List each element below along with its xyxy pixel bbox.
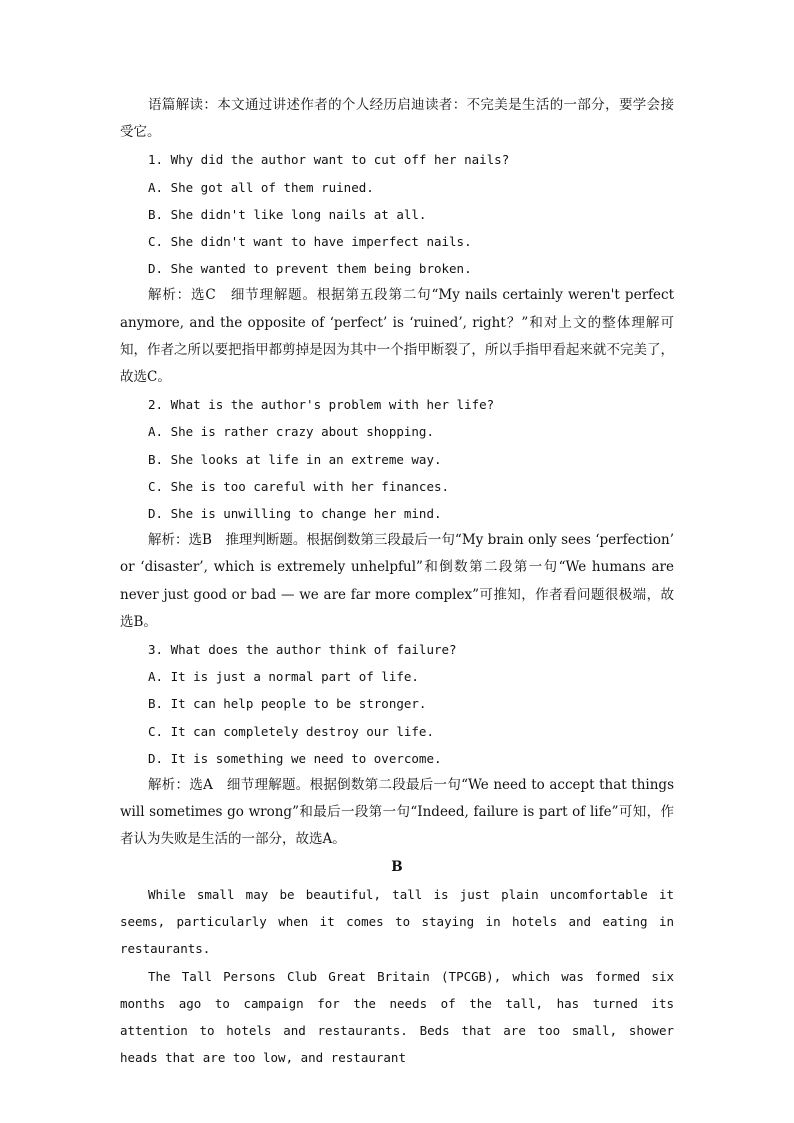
question-1: 1. Why did the author want to cut off her nails? bbox=[148, 152, 510, 168]
question-2-analysis: 解析：选B 推理判断题。根据倒数第三段最后一句“My brain only sees ‘perfection’ or ‘disaster’, which is extremely unhelpful”和倒数第二段第一句“We humans are never just good or bad — we are far more complex”可推知，作者看问题很极端，故选B。 bbox=[120, 532, 674, 630]
page-content bbox=[120, 92, 674, 1071]
question-3: 3. What does the author think of failure? bbox=[148, 642, 457, 658]
question-3-option-a: A. It is just a normal part of life. bbox=[148, 669, 419, 685]
question-1-analysis: 解析：选C 细节理解题。根据第五段第二句“My nails certainly weren't perfect anymore, and the opposite of ‘perfect’ is ‘ruined’, right？”和对上文的整体理解可知，作者之所以要把指甲都剪掉是因为其中一个指甲断裂了，所以手指甲看起来就不完美了，故选C。 bbox=[120, 287, 674, 386]
question-3-option-d: D. It is something we need to overcome. bbox=[148, 750, 442, 766]
question-3-analysis: 解析：选A 细节理解题。根据倒数第二段最后一句“We need to accept that things will sometimes go wrong”和最后一段第一句“Indeed, failure is part of life”可知，作者认为失败是生活的一部分，故选A。 bbox=[120, 777, 674, 848]
question-1-option-a: A. She got all of them ruined. bbox=[148, 179, 374, 195]
section-heading: B bbox=[391, 858, 403, 875]
question-1-option-b: B. She didn't like long nails at all. bbox=[148, 206, 427, 222]
question-2-option-a: A. She is rather crazy about shopping. bbox=[148, 424, 434, 440]
question-1-option-c: C. She didn't want to have imperfect nails. bbox=[148, 234, 472, 250]
passage-paragraph-2: The Tall Persons Club Great Britain (TPCGB), which was formed six months ago to campaign for the needs of the tall, has turned its attention to hotels and restaurants. Beds that are too small, shower heads that are too low, and restaurant bbox=[120, 968, 674, 1066]
question-2-option-d: D. She is unwilling to change her mind. bbox=[148, 506, 442, 522]
question-2-option-c: C. She is too careful with her finances. bbox=[148, 478, 450, 494]
question-1-option-d: D. She wanted to prevent them being broken. bbox=[148, 261, 472, 277]
question-2-option-b: B. She looks at life in an extreme way. bbox=[148, 451, 442, 467]
question-3-option-b: B. It can help people to be stronger. bbox=[148, 696, 427, 712]
question-2: 2. What is the author's problem with her life? bbox=[148, 397, 495, 413]
passage-intro: 语篇解读：本文通过讲述作者的个人经历启迪读者：不完美是生活的一部分，要学会接受它。 bbox=[120, 97, 674, 141]
passage-paragraph-1: While small may be beautiful, tall is just plain uncomfortable it seems, particularly when it comes to staying in hotels and eating in restaurants. bbox=[120, 886, 674, 957]
question-3-option-c: C. It can completely destroy our life. bbox=[148, 723, 434, 739]
